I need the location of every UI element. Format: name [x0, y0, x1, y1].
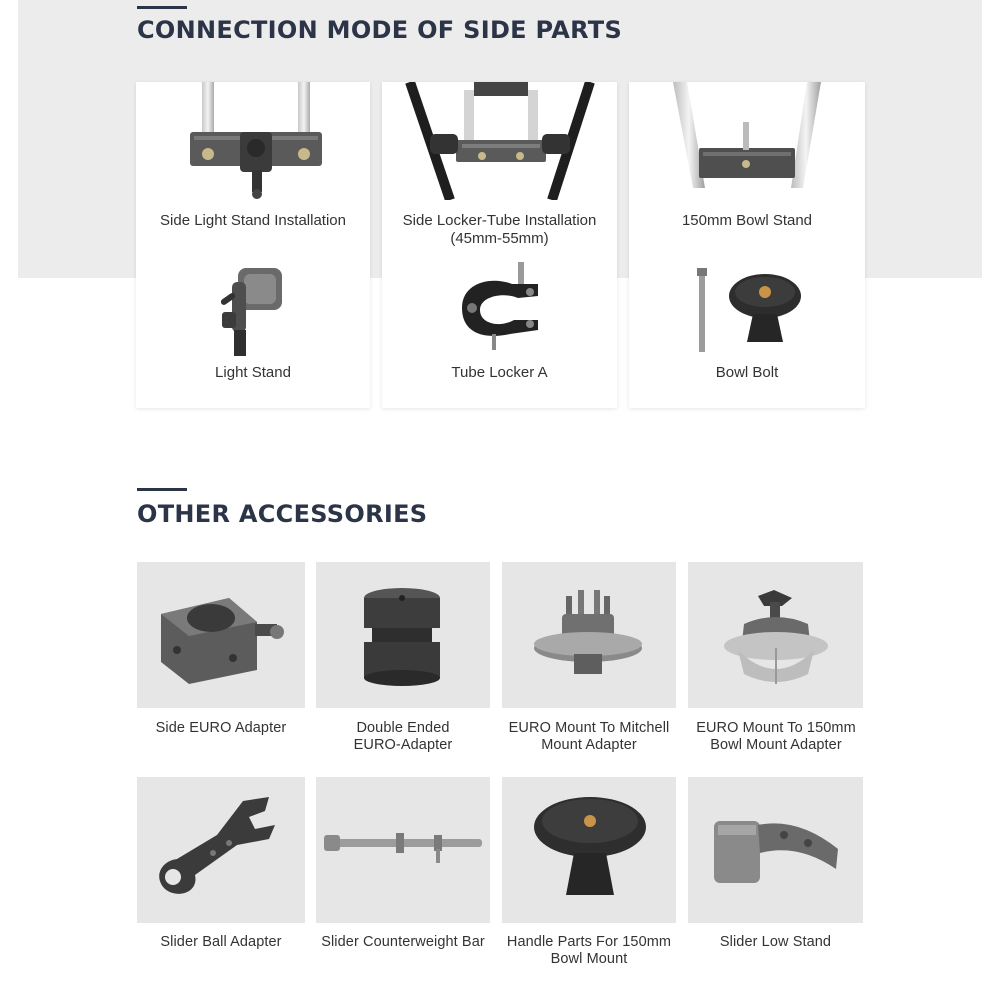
accessory-tile-1 [137, 562, 305, 708]
connection-label-4: Light Stand [215, 364, 291, 381]
accessory-tile-6 [316, 777, 490, 923]
counterweight-bar-image [316, 777, 490, 923]
accessory-label-2: Double Ended EURO-Adapter [353, 720, 453, 753]
accessories-section-title: OTHER ACCESSORIES [137, 500, 428, 528]
connection-label-2: Side Locker-Tube Installation (45mm-55mm) [402, 212, 597, 247]
accessory-tile-4 [688, 562, 863, 708]
side-light-stand-installation-image [180, 82, 330, 200]
slider-low-stand-image [688, 777, 863, 923]
accessory-label-4: EURO Mount To 150mm Bowl Mount Adapter [696, 720, 856, 753]
section-rule [137, 488, 187, 491]
slider-ball-adapter-image [137, 777, 305, 923]
double-ended-euro-adapter-image [316, 562, 490, 708]
connection-label-3: 150mm Bowl Stand [681, 212, 813, 229]
side-euro-adapter-image [137, 562, 305, 708]
light-stand-image [218, 264, 298, 360]
connection-label-5: Tube Locker A [451, 364, 548, 381]
accessory-tile-8 [688, 777, 863, 923]
connection-section-title: CONNECTION MODE OF SIDE PARTS [137, 16, 623, 44]
connection-card-3 [629, 82, 865, 408]
handle-parts-image [502, 777, 676, 923]
accessory-tile-5 [137, 777, 305, 923]
accessory-label-1: Side EURO Adapter [155, 720, 287, 736]
accessory-tile-2 [316, 562, 490, 708]
section-rule [137, 6, 187, 9]
bowl-bolt-image [693, 264, 805, 354]
accessory-tile-3 [502, 562, 676, 708]
euro-bowl-adapter-image [688, 562, 863, 708]
accessory-label-8: Slider Low Stand [719, 934, 832, 950]
connection-card-1 [136, 82, 370, 408]
accessory-tile-7 [502, 777, 676, 923]
connection-card-2 [382, 82, 617, 408]
accessory-label-3: EURO Mount To Mitchell Mount Adapter [508, 720, 670, 753]
bowl-stand-image [671, 82, 823, 200]
accessory-label-5: Slider Ball Adapter [160, 934, 282, 950]
side-locker-tube-installation-image [402, 82, 598, 200]
connection-label-6: Bowl Bolt [715, 364, 779, 381]
accessory-label-7: Handle Parts For 150mm Bowl Mount [506, 934, 672, 967]
connection-label-1: Side Light Stand Installation [160, 212, 346, 229]
tube-locker-image [452, 262, 552, 352]
euro-mitchell-adapter-image [502, 562, 676, 708]
accessory-label-6: Slider Counterweight Bar [321, 934, 485, 950]
